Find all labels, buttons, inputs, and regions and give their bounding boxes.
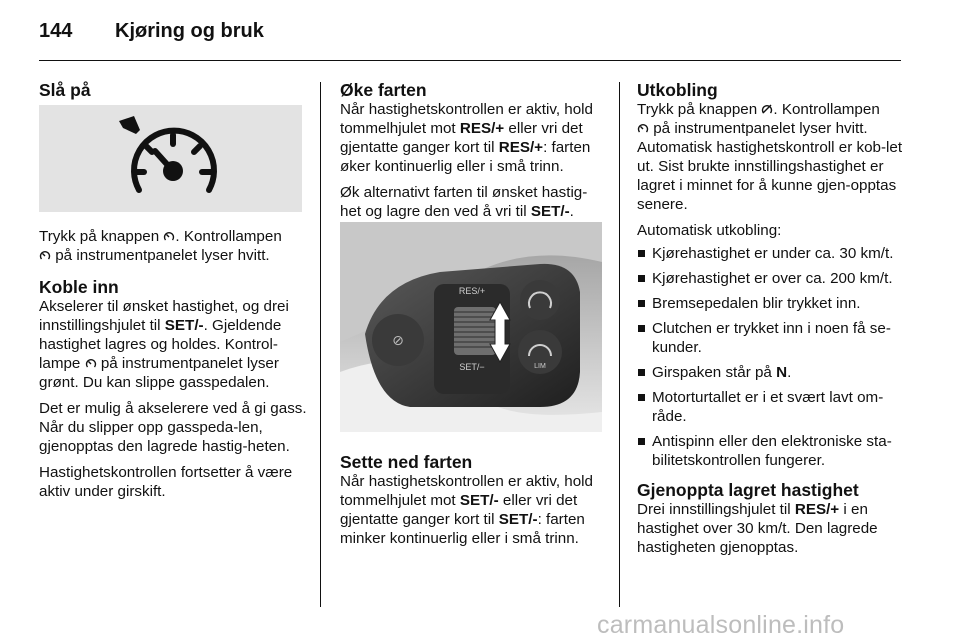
photo-label-res: RES/+ (458, 286, 486, 296)
col2-p2-b: . (569, 203, 574, 220)
cruise-control-icon (163, 230, 175, 242)
list-item: Clutchen er trykket inn i noen få se-kunder. (637, 319, 903, 357)
col2-p1-a: Når hastighetskontrollen er aktiv, hold tommelhjulet mot (340, 101, 593, 137)
auto-disengage-list (637, 244, 903, 470)
heading-oke-farten: Øke farten (340, 80, 427, 100)
col2-p3-b: eller vri det gjentatte ganger kort til (340, 492, 578, 528)
heading-sla-pa: Slå på (39, 80, 91, 100)
cruise-control-icon (85, 357, 97, 369)
photo-label-set: SET/− (459, 362, 485, 372)
steering-wheel-photo (340, 222, 602, 432)
list-item: Motorturtallet er i et svært lavt om-råde. (637, 388, 903, 426)
list-item-text: Girspaken står på (652, 364, 777, 381)
column-divider-1 (320, 82, 321, 607)
heading-sette-ned-farten: Sette ned farten (340, 452, 473, 472)
col1-p1-a: Trykk på knappen (39, 228, 164, 245)
list-item: Kjørehastighet er under ca. 30 km/t. (637, 244, 903, 263)
page-title: Kjøring og bruk (115, 20, 264, 42)
cruise-control-icon (39, 105, 302, 212)
col3-p3-a: Drei innstillingshjulet til (637, 501, 795, 518)
col2-p2-a: Øk alternativt farten til ønsket hastig-het og lagre den ved å vri til (340, 184, 588, 220)
list-item: Antispinn eller den elektroniske sta-bilitetskontrollen fungerer. (637, 432, 903, 470)
list-item: Bremsepedalen blir trykket inn. (637, 294, 903, 313)
col1-p2-a: Akselerer til ønsket hastighet, og drei innstillingshjulet til (39, 298, 289, 334)
col2-p3-bold2: SET/- (498, 511, 538, 528)
cruise-control-figure (39, 105, 302, 212)
col2-p1-c: : farten øker kontinuerlig eller i små trinn. (340, 139, 591, 175)
watermark: carmanualsonline.info (597, 611, 845, 639)
cruise-control-icon (637, 122, 649, 134)
gear-n-label: N (776, 364, 788, 381)
col3-p2: Automatisk utkobling: (637, 222, 782, 239)
list-item-end: . (787, 364, 792, 381)
col1-p2-c: på instrumentpanelet lyser grønt. Du kan slippe gasspedalen. (39, 355, 279, 391)
page-number: 144 (39, 20, 73, 42)
col1-p2-b: . Gjeldende hastighet lagres og holdes. Kontrol-lampe (39, 317, 282, 372)
heading-gjenoppta: Gjenoppta lagret hastighet (637, 480, 859, 500)
col2-p2-bold: SET/- (530, 203, 570, 220)
svg-text:⊘: ⊘ (392, 333, 404, 349)
heading-utkobling: Utkobling (637, 80, 718, 100)
list-item: Kjørehastighet er over ca. 200 km/t. (637, 269, 903, 288)
col2-p1-bold2: RES/+ (498, 139, 544, 156)
cruise-cancel-icon (761, 103, 773, 115)
col2-p1-bold1: RES/+ (459, 120, 505, 137)
cruise-control-icon (39, 249, 51, 261)
col1-p2-bold: SET/- (164, 317, 204, 334)
col3-p1-b: . Kontrollampen (773, 101, 880, 118)
col2-p3-c: : farten minker kontinuerlig eller i små trinn. (340, 511, 585, 547)
col1-p4: Hastighetskontrollen fortsetter å være aktiv under girskift. (39, 464, 293, 500)
col3-p3-b: i en hastighet over 30 km/t. Den lagrede hastigheten gjenopptas. (637, 501, 878, 556)
col1-p1-c: på instrumentpanelet lyser hvitt. (51, 247, 270, 264)
header-rule (39, 60, 901, 61)
list-item (637, 363, 903, 382)
col2-p3-a: Når hastighetskontrollen er aktiv, hold tommelhjulet mot (340, 473, 593, 509)
col3-p1-a: Trykk på knappen (637, 101, 762, 118)
heading-koble-inn: Koble inn (39, 277, 119, 297)
col1-p1-b: . Kontrollampen (175, 228, 282, 245)
col3-p1-c: på instrumentpanelet lyser hvitt. Automatisk hastighetskontroll er kob-let ut. Sist brukte innstillingshastighet er lagret i minnet for å kunne gjen-opptas senere. (637, 120, 903, 213)
photo-label-lim: LIM (534, 363, 546, 370)
column-divider-2 (619, 82, 620, 607)
col2-p3-bold1: SET/- (459, 492, 499, 509)
col2-p1-b: eller vri det gjentatte ganger kort til (340, 120, 583, 156)
col1-p3: Det er mulig å akselerere ved å gi gass. Når du slipper opp gasspeda-len, gjenopptas den lagrede hastig-heten. (39, 400, 307, 455)
col3-p3-bold: RES/+ (794, 501, 840, 518)
